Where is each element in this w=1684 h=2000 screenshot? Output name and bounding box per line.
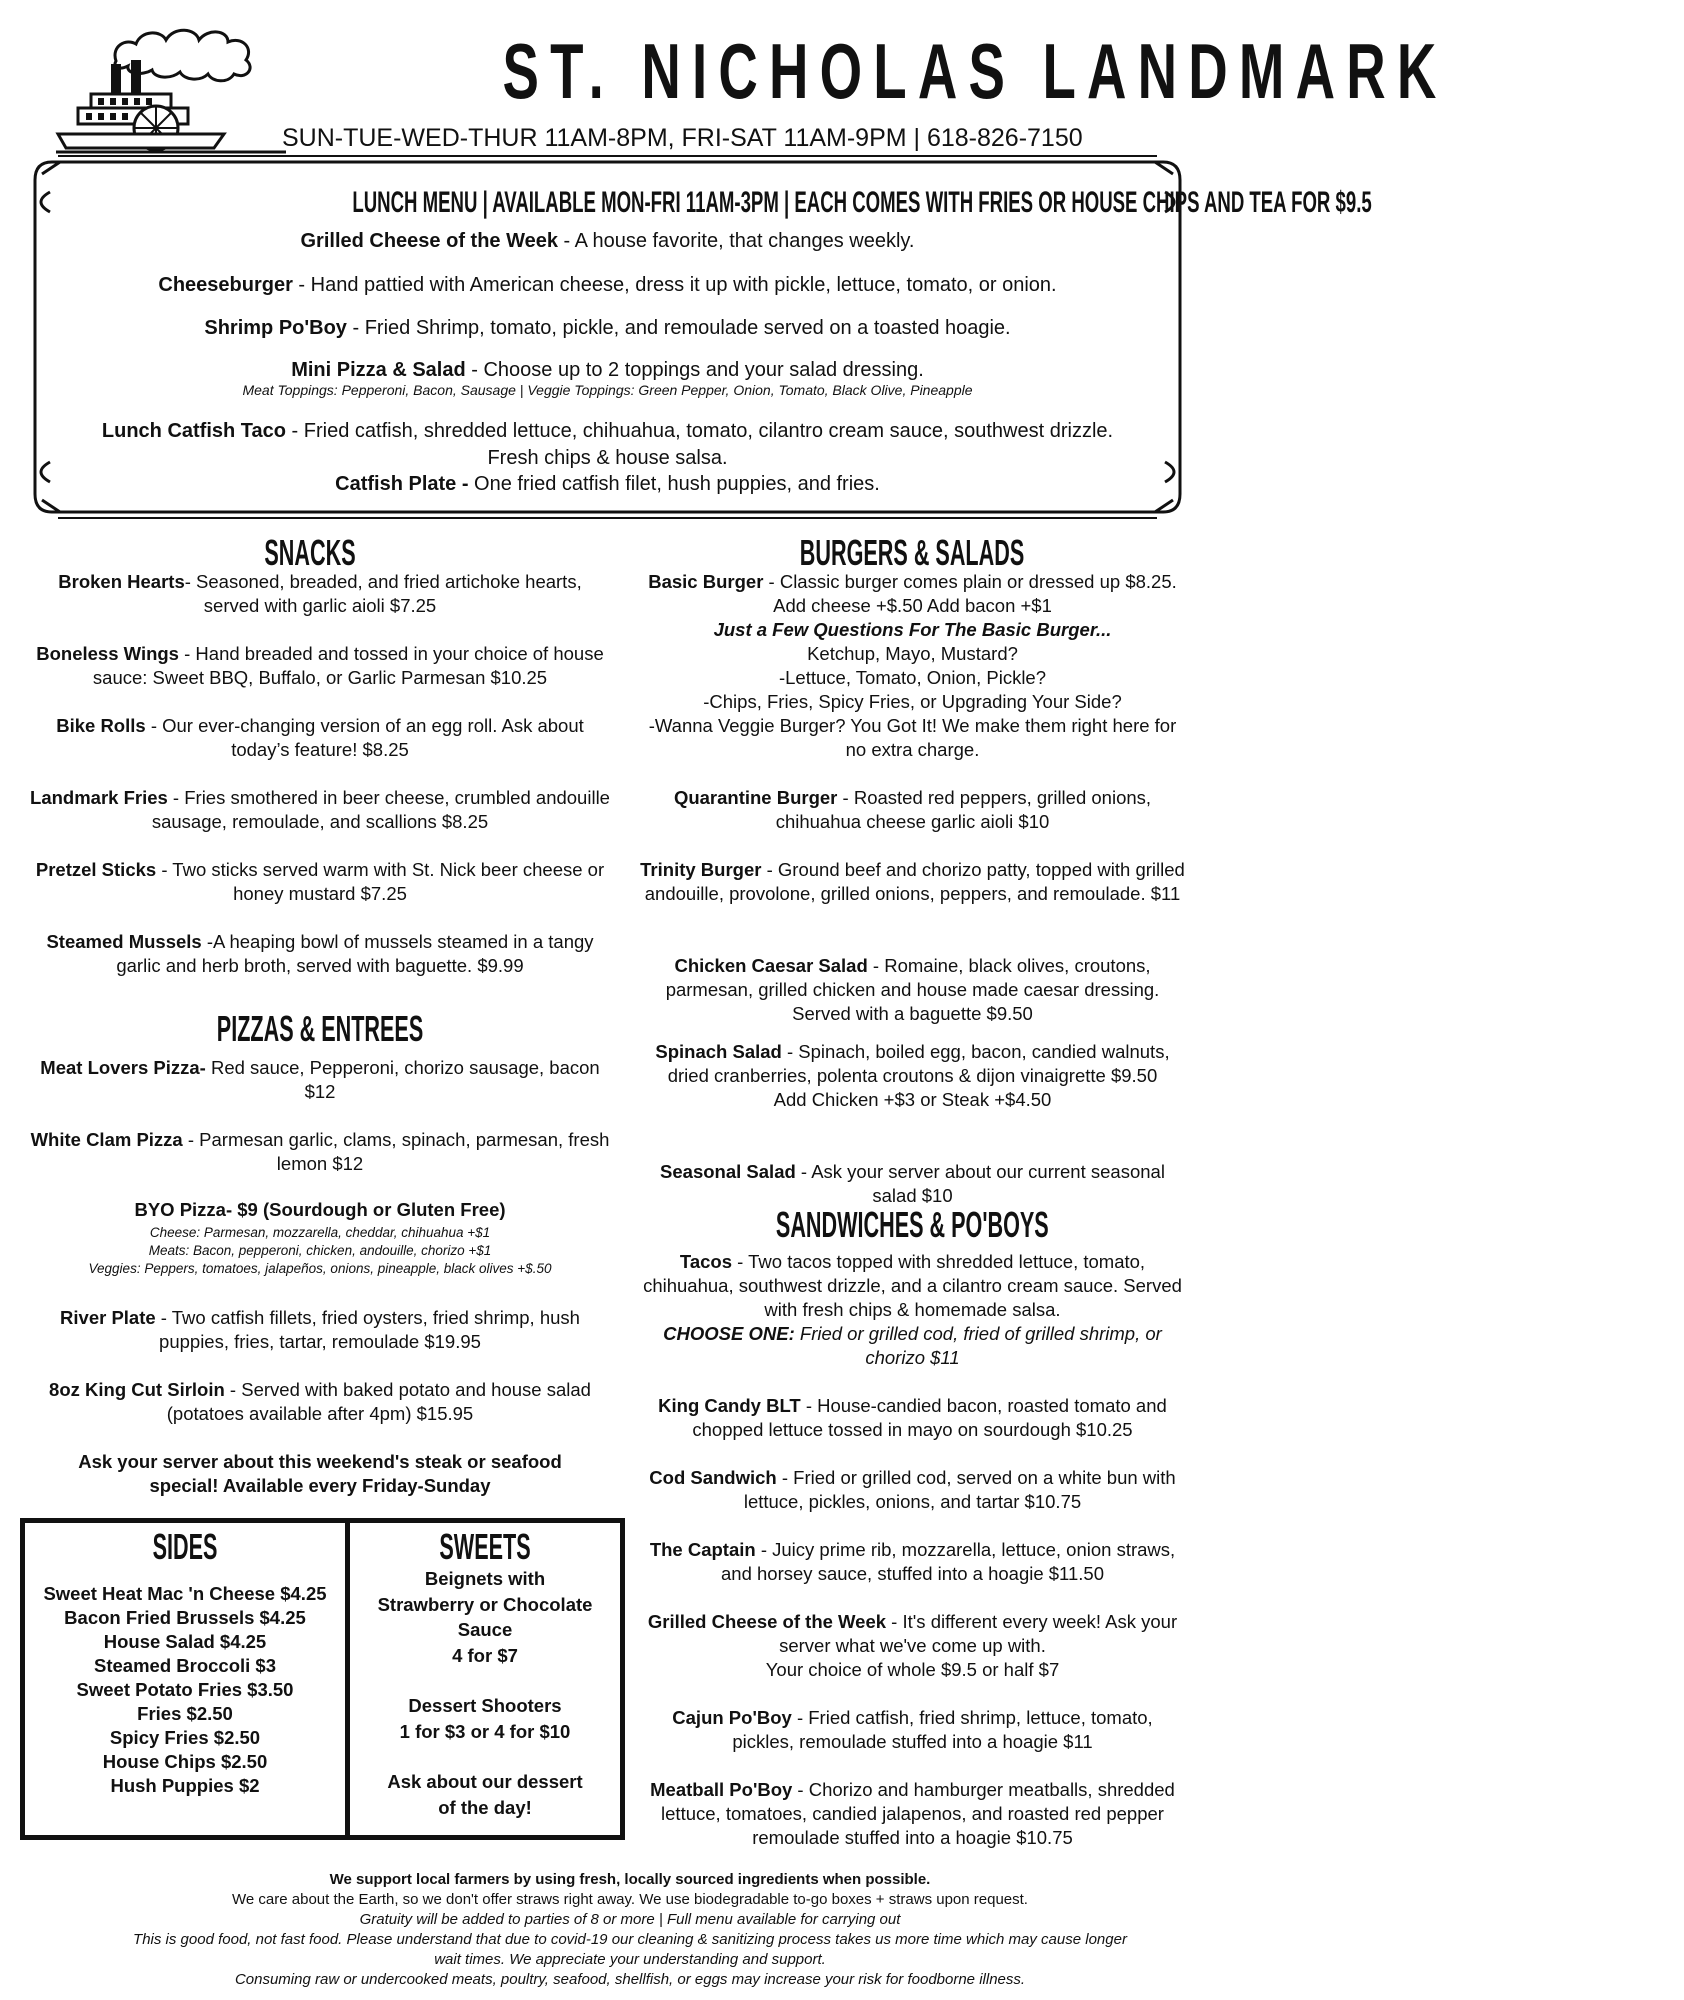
basic-burger-questions-title: Just a Few Questions For The Basic Burger... bbox=[713, 619, 1112, 640]
item-desc: - Ground beef and chorizo patty, topped with grilled andouille, provolone, grilled onions, peppers, and remoulade. $11 bbox=[644, 859, 1185, 904]
item-desc: - Romaine, black olives, croutons, parmesan, grilled chicken and house made caesar dressing. Served with a baguette $9.50 bbox=[665, 955, 1160, 1024]
footer-line: We care about the Earth, so we don't offer straws right away. We use biodegradable to-go boxes + straws upon request. bbox=[232, 1891, 1028, 1908]
item-desc: - Ask your server about our current seasonal salad $10 bbox=[795, 1161, 1165, 1206]
menu-item bbox=[640, 1466, 1185, 1514]
item-name: Landmark Fries bbox=[30, 787, 168, 808]
spinach-addon: Add Chicken +$3 or Steak +$4.50 bbox=[773, 1089, 1052, 1110]
side-item: Bacon Fried Brussels $4.25 bbox=[64, 1607, 306, 1628]
sweets-line: 1 for $3 or 4 for $10 bbox=[399, 1720, 571, 1742]
sweets-line: Ask about our dessert bbox=[387, 1771, 583, 1792]
lunch-item bbox=[60, 315, 1155, 342]
item-name: Grilled Cheese of the Week bbox=[647, 1611, 887, 1632]
menu-item bbox=[640, 1610, 1185, 1682]
menu-item bbox=[30, 858, 610, 906]
lunch-item-desc: - Fried Shrimp, tomato, pickle, and remoulade served on a toasted hoagie. bbox=[346, 317, 1011, 339]
item-desc: - Seasoned, breaded, and fried artichoke hearts, served with garlic aioli $7.25 bbox=[184, 571, 582, 616]
lunch-item bbox=[60, 272, 1155, 299]
byo-pizza bbox=[30, 1198, 610, 1278]
restaurant-title bbox=[300, 26, 1448, 115]
snacks-heading-text: SNACKS bbox=[264, 532, 356, 573]
hours-and-phone: SUN-TUE-WED-THUR 11AM-8PM, FRI-SAT 11AM-9PM | 618-826-7150 bbox=[282, 124, 1083, 152]
item-desc: - House-candied bacon, roasted tomato and chopped lettuce tossed in mayo on sourdough $10.25 bbox=[692, 1395, 1167, 1440]
item-name: Bike Rolls bbox=[56, 715, 146, 736]
item-name: Chicken Caesar Salad bbox=[674, 955, 868, 976]
item-desc: - Hand breaded and tossed in your choice of house sauce: Sweet BBQ, Buffalo, or Garlic Parmesan $10.25 bbox=[92, 643, 604, 688]
lunch-item bbox=[60, 357, 1155, 384]
footer bbox=[60, 1870, 1200, 1990]
item-desc: - Fried catfish, fried shrimp, lettuce, tomato, pickles, remoulade stuffed into a hoagie $11 bbox=[732, 1707, 1153, 1752]
menu-item bbox=[640, 858, 1185, 906]
item-desc: - Fries smothered in beer cheese, crumbled andouille sausage, remoulade, and scallions $8.25 bbox=[151, 787, 610, 832]
sweets-list bbox=[352, 1566, 618, 1820]
item-desc: - Served with baked potato and house salad (potatoes available after 4pm) $15.95 bbox=[166, 1379, 591, 1424]
menu-item bbox=[30, 786, 610, 834]
menu-item bbox=[640, 1706, 1185, 1754]
basic-burger-question: Ketchup, Mayo, Mustard? bbox=[807, 643, 1018, 664]
menu-item bbox=[640, 1040, 1185, 1112]
pizzas-heading bbox=[30, 1008, 610, 1052]
lunch-item-name: Mini Pizza & Salad bbox=[291, 359, 466, 381]
item-desc: Red sauce, Pepperoni, chorizo sausage, bacon $12 bbox=[205, 1057, 600, 1102]
side-item: House Chips $2.50 bbox=[102, 1751, 268, 1772]
toppings-note: Meat Toppings: Pepperoni, Bacon, Sausage | Veggie Toppings: Green Pepper, Onion, Tomato, Black Olive, Pineapple bbox=[242, 382, 973, 398]
item-desc: - Parmesan garlic, clams, spinach, parmesan, fresh lemon $12 bbox=[182, 1129, 610, 1174]
item-name: Broken Hearts bbox=[58, 571, 185, 592]
footer-line: This is good food, not fast food. Please understand that due to covid-19 our cleaning & sanitizing process takes us more time which may cause longer wait times. We appreciate your understanding and support. bbox=[133, 1931, 1127, 1968]
basic-burger-question: -Chips, Fries, Spicy Fries, or Upgrading Your Side? bbox=[703, 691, 1122, 712]
lunch-item-name: Catfish Plate - bbox=[335, 473, 469, 495]
menu-item bbox=[640, 570, 1185, 762]
sides-heading bbox=[25, 1526, 345, 1570]
item-desc: - Chorizo and hamburger meatballs, shredded lettuce, tomatoes, candied jalapenos, and roasted red pepper remoulade stuffed into a hoagie $10.75 bbox=[661, 1779, 1175, 1848]
item-name: Meat Lovers Pizza- bbox=[40, 1057, 206, 1078]
sweets-heading-text: SWEETS bbox=[439, 1526, 531, 1567]
item-name: River Plate bbox=[60, 1307, 156, 1328]
sandwiches-heading bbox=[640, 1204, 1185, 1248]
item-name: Tacos bbox=[679, 1251, 733, 1272]
menu-item bbox=[640, 1538, 1185, 1586]
item-desc: - Two tacos topped with shredded lettuce, tomato, chihuahua, southwest drizzle, and a cilantro cream sauce. Served with fresh chips & homemade salsa. bbox=[643, 1251, 1182, 1320]
item-name: Basic Burger bbox=[648, 571, 764, 592]
side-item: Steamed Broccoli $3 bbox=[94, 1655, 276, 1676]
menu-item bbox=[30, 1056, 610, 1104]
footer-line: Gratuity will be added to parties of 8 or more | Full menu available for carrying out bbox=[359, 1911, 901, 1928]
item-desc: - Roasted red peppers, grilled onions, chihuahua cheese garlic aioli $10 bbox=[775, 787, 1152, 832]
basic-burger-question: -Lettuce, Tomato, Onion, Pickle? bbox=[778, 667, 1047, 688]
side-item: House Salad $4.25 bbox=[103, 1631, 267, 1652]
menu-item bbox=[30, 1128, 610, 1176]
item-name: Spinach Salad bbox=[655, 1041, 782, 1062]
lunch-item-name: Shrimp Po'Boy bbox=[204, 317, 347, 339]
burgers-heading-text: BURGERS & SALADS bbox=[800, 532, 1025, 573]
item-name: Trinity Burger bbox=[640, 859, 762, 880]
sweets-heading bbox=[350, 1526, 620, 1570]
sweets-line: of the day! bbox=[438, 1796, 532, 1818]
restaurant-title-text: ST. NICHOLAS LANDMARK bbox=[502, 27, 1448, 115]
item-desc: - Juicy prime rib, mozzarella, lettuce, onion straws, and horsey sauce, stuffed into a hoagie $11.50 bbox=[721, 1539, 1176, 1584]
item-desc: - Fried or grilled cod, served on a white bun with lettuce, pickles, onions, and tartar $10.75 bbox=[743, 1467, 1176, 1512]
menu-item bbox=[30, 714, 610, 762]
item-desc: - Spinach, boiled egg, bacon, candied walnuts, dried cranberries, polenta croutons & dijon vinaigrette $9.50 bbox=[667, 1041, 1170, 1086]
sweets-line: Strawberry or Chocolate bbox=[377, 1593, 593, 1615]
item-desc: - Two sticks served warm with St. Nick beer cheese or honey mustard $7.25 bbox=[156, 859, 605, 904]
menu-item bbox=[640, 1250, 1185, 1370]
item-desc: - Two catfish fillets, fried oysters, fried shrimp, hush puppies, fries, tartar, remoulade $19.95 bbox=[155, 1307, 580, 1352]
item-name: Boneless Wings bbox=[36, 643, 179, 664]
menu-item bbox=[640, 1160, 1185, 1208]
lunch-heading-text: LUNCH MENU | AVAILABLE MON-FRI 11AM-3PM | EACH COMES WITH FRIES OR HOUSE CHIPS AND TEA FOR $9.5 bbox=[352, 186, 1372, 219]
lunch-item-desc: - Choose up to 2 toppings and your salad dressing. bbox=[465, 359, 924, 381]
lunch-item bbox=[80, 418, 1135, 472]
menu-item bbox=[640, 954, 1185, 1026]
footer-line: Consuming raw or undercooked meats, poultry, seafood, shellfish, or eggs may increase your risk for foodborne illness. bbox=[234, 1971, 1026, 1988]
side-item: Fries $2.50 bbox=[137, 1703, 233, 1724]
pizzas-heading-text: PIZZAS & ENTREES bbox=[216, 1008, 424, 1049]
menu-item bbox=[640, 1394, 1185, 1442]
item-name: 8oz King Cut Sirloin bbox=[49, 1379, 225, 1400]
item-desc: - It's different every week! Ask your server what we've come up with. bbox=[779, 1611, 1178, 1656]
tacos-choose bbox=[640, 1322, 1185, 1370]
menu-item bbox=[640, 1778, 1185, 1850]
item-name: White Clam Pizza bbox=[30, 1129, 183, 1150]
item-name: King Candy BLT bbox=[658, 1395, 801, 1416]
sweets-line: Sauce bbox=[457, 1619, 513, 1640]
item-name: The Captain bbox=[649, 1539, 756, 1560]
side-item: Sweet Potato Fries $3.50 bbox=[76, 1679, 294, 1700]
lunch-item bbox=[60, 471, 1155, 498]
sides-heading-text: SIDES bbox=[152, 1526, 218, 1567]
side-item: Sweet Heat Mac 'n Cheese $4.25 bbox=[43, 1583, 327, 1604]
tacos-choose-label: CHOOSE ONE: bbox=[663, 1323, 795, 1344]
grilled-cheese-price: Your choice of whole $9.5 or half $7 bbox=[765, 1659, 1060, 1680]
menu-item bbox=[640, 786, 1185, 834]
item-name: Quarantine Burger bbox=[673, 787, 838, 808]
item-name: Meatball Po'Boy bbox=[650, 1779, 793, 1800]
footer-line: We support local farmers by using fresh, locally sourced ingredients when possible. bbox=[329, 1871, 931, 1888]
side-item: Spicy Fries $2.50 bbox=[109, 1727, 261, 1748]
weekend-special: Ask your server about this weekend's steak or seafood special! Available every Friday-Sunday bbox=[78, 1451, 562, 1496]
lunch-item-desc: - Hand pattied with American cheese, dress it up with pickle, lettuce, tomato, or onion. bbox=[292, 274, 1057, 296]
byo-line: Cheese: Parmesan, mozzarella, cheddar, chihuahua +$1 bbox=[149, 1225, 491, 1240]
lunch-item-name: Cheeseburger bbox=[158, 274, 293, 296]
item-name: Pretzel Sticks bbox=[35, 859, 157, 880]
item-name: Steamed Mussels bbox=[46, 931, 202, 952]
item-name: Cod Sandwich bbox=[649, 1467, 777, 1488]
lunch-item-desc: One fried catfish filet, hush puppies, and fries. bbox=[468, 473, 880, 495]
item-desc: - Our ever-changing version of an egg roll. Ask about today’s feature! $8.25 bbox=[145, 715, 584, 760]
lunch-item bbox=[60, 228, 1155, 255]
sweets-line: Beignets with bbox=[424, 1568, 546, 1589]
item-name: BYO Pizza- $9 (Sourdough or Gluten Free) bbox=[134, 1199, 506, 1220]
lunch-item-desc: - Fried catfish, shredded lettuce, chihuahua, tomato, cilantro cream sauce, southwest drizzle. Fresh chips & house salsa. bbox=[286, 420, 1114, 469]
byo-line: Veggies: Peppers, tomatoes, jalapeños, onions, pineapple, black olives +$.50 bbox=[88, 1261, 552, 1276]
item-desc: - Classic burger comes plain or dressed up $8.25. Add cheese +$.50 Add bacon +$1 bbox=[763, 571, 1177, 616]
side-item: Hush Puppies $2 bbox=[110, 1775, 260, 1796]
sides-list bbox=[25, 1582, 345, 1798]
sweets-spacer bbox=[352, 1668, 618, 1693]
sandwiches-heading-text: SANDWICHES & PO'BOYS bbox=[776, 1204, 1049, 1245]
menu-item bbox=[30, 1378, 610, 1426]
item-name: Cajun Po'Boy bbox=[672, 1707, 792, 1728]
menu-item bbox=[30, 1306, 610, 1354]
basic-burger-question: -Wanna Veggie Burger? You Got It! We make them right here for no extra charge. bbox=[648, 715, 1177, 760]
byo-line: Meats: Bacon, pepperoni, chicken, andouille, chorizo +$1 bbox=[148, 1243, 492, 1258]
menu-item bbox=[30, 570, 610, 618]
sweets-spacer bbox=[352, 1744, 618, 1769]
riverboat-icon bbox=[56, 16, 286, 156]
menu-item bbox=[30, 930, 610, 978]
menu-item bbox=[30, 642, 610, 690]
item-desc: -A heaping bowl of mussels steamed in a tangy garlic and herb broth, served with baguette. $9.99 bbox=[116, 931, 594, 976]
lunch-item-name: Lunch Catfish Taco bbox=[101, 420, 286, 442]
lunch-item-name: Grilled Cheese of the Week bbox=[300, 230, 558, 252]
sweets-line: Dessert Shooters bbox=[408, 1695, 562, 1716]
sweets-line: 4 for $7 bbox=[452, 1644, 518, 1666]
lunch-heading bbox=[40, 186, 1372, 230]
tacos-choose-options: Fried or grilled cod, fried of grilled shrimp, or chorizo $11 bbox=[794, 1323, 1162, 1368]
lunch-item-desc: - A house favorite, that changes weekly. bbox=[557, 230, 915, 252]
item-name: Seasonal Salad bbox=[660, 1161, 796, 1182]
